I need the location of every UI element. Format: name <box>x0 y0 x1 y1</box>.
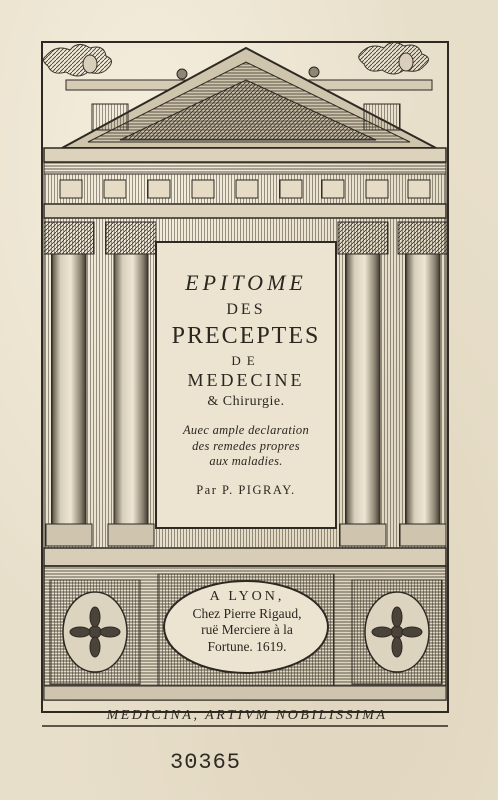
title-line-preceptes: PRECEPTES <box>171 323 321 349</box>
title-line-epitome: EPITOME <box>185 270 307 295</box>
title-line-medecine: MEDECINE <box>187 370 305 390</box>
title-line-chirurgie: & Chirurgie. <box>207 394 285 409</box>
imprint-date: Fortune. 1619. <box>207 639 287 655</box>
imprint-street: ruë Merciere à la <box>201 622 293 638</box>
library-stamp-number: 30365 <box>170 750 242 775</box>
subtitle-line-3: aux maladies. <box>209 454 283 469</box>
title-panel <box>160 246 332 524</box>
column-right-inner <box>338 222 388 546</box>
title-line-de: DE <box>231 353 261 368</box>
motto-banner: MEDICINA, ARTIVM NOBILISSIMA <box>106 708 388 723</box>
subtitle-line-1: Auec ample declaration <box>182 423 309 437</box>
cloud-left <box>43 44 111 76</box>
imprint-cartouche <box>172 588 322 666</box>
column-left-outer <box>44 222 94 546</box>
author-line: Par P. PIGRAY. <box>196 482 296 497</box>
cloud-right <box>359 42 429 74</box>
column-right-outer <box>398 222 448 546</box>
column-left-inner <box>106 222 156 546</box>
imprint-printer: Chez Pierre Rigaud, <box>192 605 302 621</box>
title-line-des: DES <box>226 301 266 318</box>
imprint-city: A LYON, <box>209 589 285 604</box>
subtitle-line-2: des remedes propres <box>192 438 300 453</box>
